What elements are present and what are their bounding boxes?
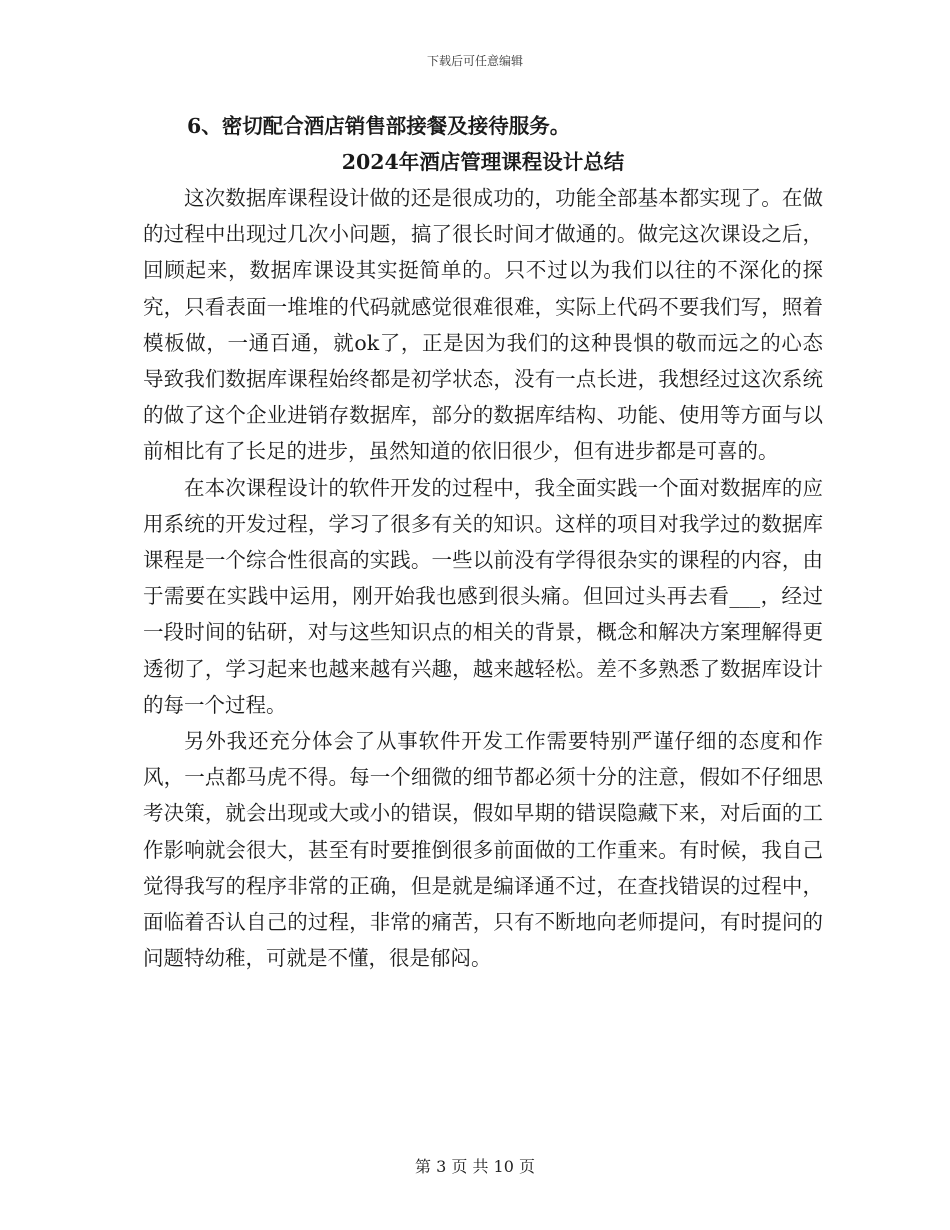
paragraph-3: 另外我还充分体会了从事软件开发工作需要特别严谨仔细的态度和作风，一点都马虎不得。每一个细微的细节都必须十分的注意，假如不仔细思考决策，就会出现或大或小的错误，假如早期的错误隐藏下来，对后面的工作影响就会很大，甚至有时要推倒很多前面做的工作重来。有时候，我自己觉得我写的程序非常的正确，但是就是编译通不过，在查找错误的过程中，面临着否认自己的过程，非常的痛苦，只有不断地向老师提问，有时提问的问题特幼稚，可就是不懂，很是郁闷。 (143, 729, 823, 971)
item-heading: 6、密切配合酒店销售部接餐及接待服务。 (187, 114, 571, 138)
document-title: 2024年酒店管理课程设计总结 (341, 150, 625, 174)
paragraph-1: 这次数据库课程设计做的还是很成功的，功能全部基本都实现了。在做的过程中出现过几次小问题，搞了很长时间才做通的。做完这次课设之后，回顾起来，数据库课设其实挺简单的。只不过以为我们以往的不深化的探究，只看表面一堆堆的代码就感觉很难很难，实际上代码不要我们写，照着模板做，一通百通，就ok了，正是因为我们的这种畏惧的敬而远之的心态导致我们数据库课程始终都是初学状态，没有一点长进，我想经过这次系统的做了这个企业进销存数据库，部分的数据库结构、功能、使用等方面与以前相比有了长足的进步，虽然知道的依旧很少，但有进步都是可喜的。 (143, 186, 823, 464)
page-header: 下载后可任意编辑 (426, 54, 523, 68)
document-body (143, 108, 823, 976)
paragraph-2: 在本次课程设计的软件开发的过程中，我全面实践一个面对数据库的应用系统的开发过程，学习了很多有关的知识。这样的项目对我学过的数据库课程是一个综合性很高的实践。一些以前没有学得很杂实的课程的内容，由于需要在实践中运用，刚开始我也感到很头痛。但回过头再去看___，经过一段时间的钻研，对与这些知识点的相关的背景，概念和解决方案理解得更透彻了，学习起来也越来越有兴趣，越来越轻松。差不多熟悉了数据库设计的每一个过程。 (143, 475, 823, 717)
page-number: 第 3 页 共 10 页 (415, 1157, 535, 1176)
